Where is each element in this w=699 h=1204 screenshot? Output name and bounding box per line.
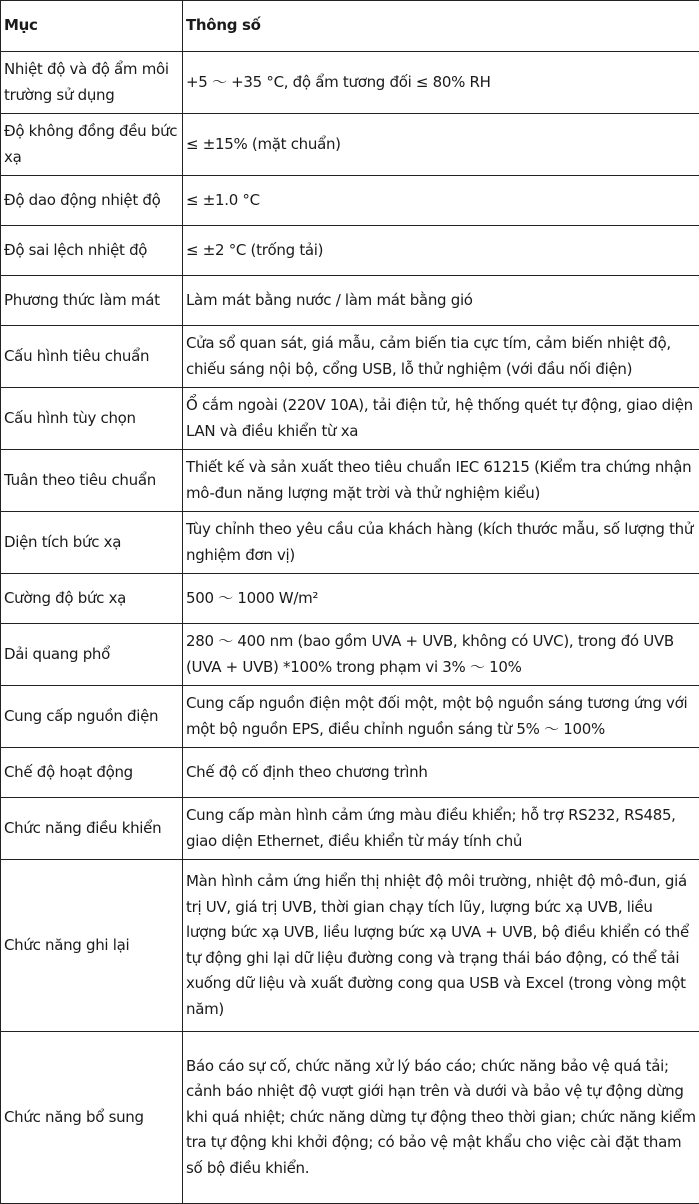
row-label: Dải quang phổ xyxy=(1,624,183,686)
row-label: Cấu hình tùy chọn xyxy=(1,388,183,450)
row-value: Thiết kế và sản xuất theo tiêu chuẩn IEC 61215 (Kiểm tra chứng nhận mô-đun năng lượng mặt trời và thử nghiệm kiểu) xyxy=(183,450,699,512)
table-row xyxy=(1,512,699,574)
table-row xyxy=(1,388,699,450)
table-row xyxy=(1,226,699,276)
row-value: +5 ～ +35 °C, độ ẩm tương đối ≤ 80% RH xyxy=(183,52,699,114)
row-value: Làm mát bằng nước / làm mát bằng gió xyxy=(183,276,699,326)
row-value: Cửa sổ quan sát, giá mẫu, cảm biến tia cực tím, cảm biến nhiệt độ, chiếu sáng nội bộ, cổng USB, lỗ thử nghiệm (với đầu nối điện) xyxy=(183,326,699,388)
table-row xyxy=(1,624,699,686)
row-value: Báo cáo sự cố, chức năng xử lý báo cáo; chức năng bảo vệ quá tải; cảnh báo nhiệt độ vượt giới hạn trên và dưới và bảo vệ tự động dừng khi quá nhiệt; chức năng dừng tự động theo thời gian; chức năng kiểm tra tự động khi khởi động; có bảo vệ mật khẩu cho việc cài đặt tham số bộ điều khiển. xyxy=(183,1032,699,1204)
row-label: Chức năng ghi lại xyxy=(1,860,183,1032)
table-header-row xyxy=(1,1,699,52)
table-row xyxy=(1,114,699,176)
row-label: Diện tích bức xạ xyxy=(1,512,183,574)
row-value: ≤ ±15% (mặt chuẩn) xyxy=(183,114,699,176)
row-label: Phương thức làm mát xyxy=(1,276,183,326)
row-label: Độ sai lệch nhiệt độ xyxy=(1,226,183,276)
table-row xyxy=(1,748,699,798)
row-label: Chế độ hoạt động xyxy=(1,748,183,798)
row-value: ≤ ±2 °C (trống tải) xyxy=(183,226,699,276)
table-row xyxy=(1,1032,699,1204)
table-row xyxy=(1,574,699,624)
row-value: Chế độ cố định theo chương trình xyxy=(183,748,699,798)
table-row xyxy=(1,176,699,226)
table-row xyxy=(1,52,699,114)
table-row xyxy=(1,686,699,748)
table-row xyxy=(1,276,699,326)
row-label: Nhiệt độ và độ ẩm môi trường sử dụng xyxy=(1,52,183,114)
row-value: Ổ cắm ngoài (220V 10A), tải điện tử, hệ thống quét tự động, giao diện LAN và điều khiển từ xa xyxy=(183,388,699,450)
row-value: Cung cấp nguồn điện một đối một, một bộ nguồn sáng tương ứng với một bộ nguồn EPS, điều chỉnh nguồn sáng từ 5% ～ 100% xyxy=(183,686,699,748)
row-label: Cấu hình tiêu chuẩn xyxy=(1,326,183,388)
row-value: Tùy chỉnh theo yêu cầu của khách hàng (kích thước mẫu, số lượng thử nghiệm đơn vị) xyxy=(183,512,699,574)
row-value: 280 ～ 400 nm (bao gồm UVA + UVB, không có UVC), trong đó UVB (UVA + UVB) *100% trong phạm vi 3% ～ 10% xyxy=(183,624,699,686)
column-header-item: Mục xyxy=(1,1,183,52)
table-row xyxy=(1,326,699,388)
row-value: Màn hình cảm ứng hiển thị nhiệt độ môi trường, nhiệt độ mô-đun, giá trị UV, giá trị UVB, thời gian chạy tích lũy, lượng bức xạ UVB, liều lượng bức xạ UVB, liều lượng bức xạ UVA + UVB, bộ điều khiển có thể tự động ghi lại dữ liệu đường cong và trạng thái báo động, có thể tải xuống dữ liệu và xuất đường cong qua USB và Excel (trong vòng một năm) xyxy=(183,860,699,1032)
row-label: Cường độ bức xạ xyxy=(1,574,183,624)
table-row xyxy=(1,860,699,1032)
row-label: Chức năng bổ sung xyxy=(1,1032,183,1204)
row-value: Cung cấp màn hình cảm ứng màu điều khiển; hỗ trợ RS232, RS485, giao diện Ethernet, điều khiển từ máy tính chủ xyxy=(183,798,699,860)
row-label: Chức năng điều khiển xyxy=(1,798,183,860)
table-row xyxy=(1,450,699,512)
row-value: ≤ ±1.0 °C xyxy=(183,176,699,226)
row-label: Độ dao động nhiệt độ xyxy=(1,176,183,226)
table-row xyxy=(1,798,699,860)
row-label: Cung cấp nguồn điện xyxy=(1,686,183,748)
row-label: Tuân theo tiêu chuẩn xyxy=(1,450,183,512)
column-header-spec: Thông số xyxy=(183,1,699,52)
row-value: 500 ～ 1000 W/m² xyxy=(183,574,699,624)
row-label: Độ không đồng đều bức xạ xyxy=(1,114,183,176)
